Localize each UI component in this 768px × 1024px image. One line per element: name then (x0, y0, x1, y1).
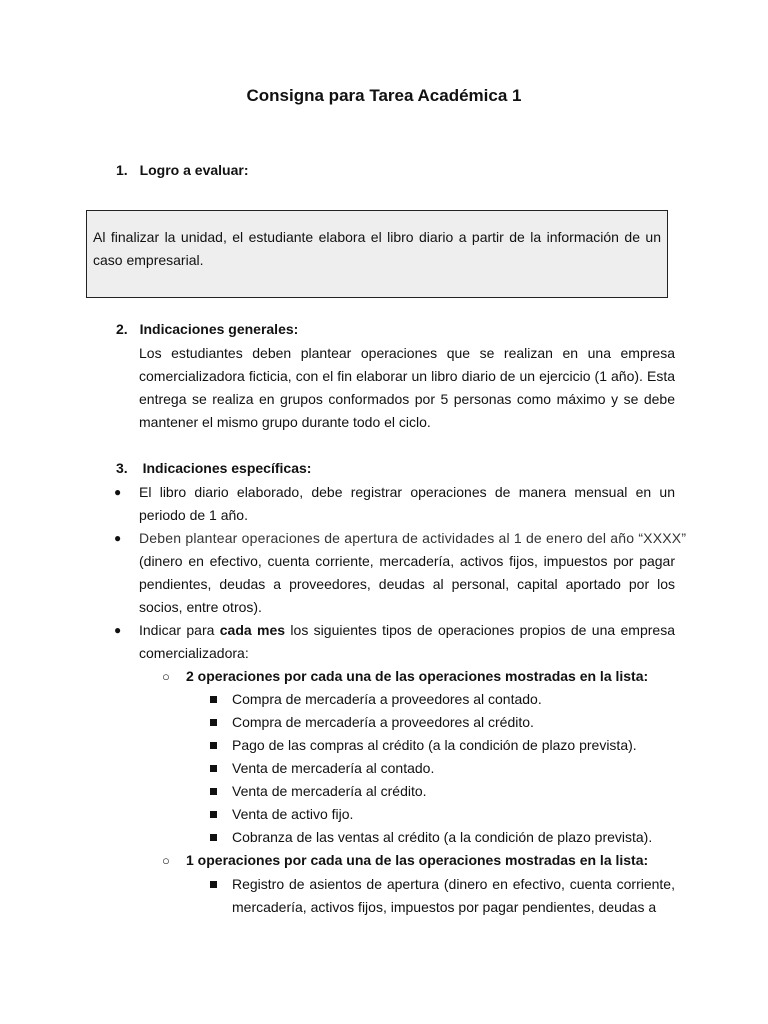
bullet-text-line1: Deben plantear operaciones de apertura de actividades al 1 de enero del año “XXXX” (139, 530, 687, 546)
learning-outcome-text: Al finalizar la unidad, el estudiante elabora el libro diario a partir de la información de un caso empresarial. (93, 229, 661, 268)
section-1-heading (116, 162, 249, 178)
section-1-title: Logro a evaluar: (139, 162, 249, 178)
circle-bullet-icon: ○ (162, 669, 170, 684)
sub-list-heading (0, 849, 768, 872)
list-item-text: Pago de las compras al crédito (a la condición de plazo prevista). (232, 737, 637, 753)
page-title: Consigna para Tarea Académica 1 (246, 86, 522, 105)
sub-list-title: 2 operaciones por cada una de las operaciones mostradas en la lista: (186, 668, 649, 684)
list-item-text: Venta de mercadería al crédito. (232, 783, 427, 799)
sub-list-heading (0, 665, 768, 688)
list-item-text: Registro de asientos de apertura (dinero en efectivo, cuenta corriente, mercadería, activos fijos, impuestos por pagar pendientes, deudas a (232, 876, 675, 915)
bullet-text-rest: (dinero en efectivo, cuenta corriente, mercadería, activos fijos, impuestos por pagar pendientes, deudas a proveedores, deudas al personal, capital aportado por los socios, entre otros). (139, 553, 675, 615)
section-2-body: Los estudiantes deben plantear operaciones que se realizan en una empresa comercializadora ficticia, con el fin elaborar un libro diario de un ejercicio (1 año). Esta entrega se realiza en grupos conformados por 5 personas como máximo y se debe mantener el mismo grupo durante todo el ciclo. (139, 345, 675, 430)
bullet-text: El libro diario elaborado, debe registrar operaciones de manera mensual en un periodo de 1 año. (139, 484, 675, 523)
list-item-text: Venta de mercadería al contado. (232, 760, 435, 776)
circle-bullet-icon: ○ (162, 853, 170, 868)
bullet-text (139, 619, 675, 665)
square-bullet-icon (210, 765, 217, 772)
section-3-number: 3. (116, 460, 128, 476)
list-item-text: Venta de activo fijo. (232, 806, 354, 822)
list-item-text: Compra de mercadería a proveedores al contado. (232, 691, 542, 707)
bullet-text-bold: cada mes (219, 622, 286, 638)
bullet-text-pre: Indicar para (139, 622, 220, 638)
square-bullet-icon (210, 788, 217, 795)
square-bullet-icon (210, 881, 217, 888)
bullet-dot-icon: ● (114, 531, 122, 545)
learning-outcome-box (86, 210, 668, 298)
square-bullet-icon (210, 696, 217, 703)
bullet-text-post: los siguientes tipos de operaciones propios de una empresa comercializadora: (139, 622, 675, 661)
section-1-number: 1. (116, 162, 128, 178)
bullet-dot-icon: ● (114, 485, 122, 499)
square-bullet-icon (210, 719, 217, 726)
list-item-text: Cobranza de las ventas al crédito (a la condición de plazo prevista). (232, 829, 653, 845)
bullet-dot-icon: ● (114, 623, 122, 637)
section-2-title: Indicaciones generales: (139, 321, 299, 337)
list-item-text: Compra de mercadería a proveedores al crédito. (232, 714, 534, 730)
section-2-number: 2. (116, 321, 128, 337)
sub-list-title: 1 operaciones por cada una de las operaciones mostradas en la lista: (186, 852, 649, 868)
section-2-heading (116, 321, 298, 337)
square-bullet-icon (210, 834, 217, 841)
section-3-heading (116, 460, 311, 476)
square-bullet-icon (210, 742, 217, 749)
section-3-title: Indicaciones específicas: (142, 460, 312, 476)
square-bullet-icon (210, 811, 217, 818)
